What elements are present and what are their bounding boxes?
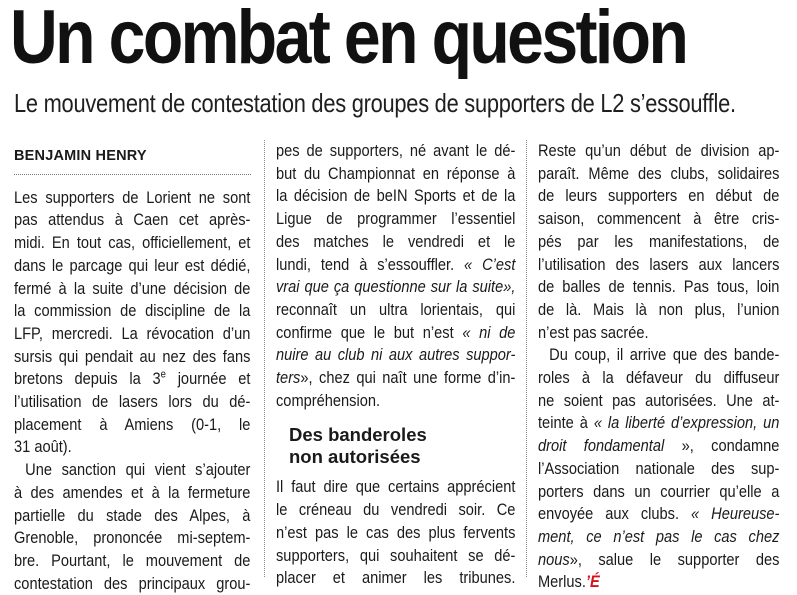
text-line: de balles de tennis. Pas tous, loin xyxy=(538,277,780,297)
subheading-line: Des banderoles xyxy=(289,424,427,446)
text-fragment: », condamne xyxy=(664,436,780,456)
text-line xyxy=(538,549,779,572)
text-fragment: Merlus. xyxy=(538,572,586,592)
text-line: placer et animer les tribunes. xyxy=(276,568,516,588)
text-line xyxy=(276,254,515,277)
quote-fragment: ment, ce n’est pas le cas chez xyxy=(538,526,780,546)
text-line: compréhension. xyxy=(276,390,381,410)
superscript: e xyxy=(160,368,166,381)
article-column-3 xyxy=(538,140,780,594)
quote-fragment: », xyxy=(503,277,516,297)
text-line: la commission de discipline de la xyxy=(14,301,251,321)
column-separator xyxy=(526,140,527,577)
byline: BENJAMIN HENRY xyxy=(14,148,147,164)
paragraph xyxy=(14,187,250,459)
text-line: but du Championnat en réponse à xyxy=(276,163,516,183)
text-line: de là. Mais là non plus, l’union xyxy=(538,299,780,319)
text-line: l’utilisation de lasers lors du dé- xyxy=(14,392,251,412)
text-fragment: journée et xyxy=(165,369,251,389)
text-line: partielle du stade des Alpes, à xyxy=(14,505,251,525)
text-line xyxy=(538,412,779,435)
quote-fragment: « Heureuse- xyxy=(691,504,780,524)
subheading xyxy=(276,424,516,468)
text-line xyxy=(276,344,515,367)
text-line: Une sanction qui vient s’ajouter xyxy=(25,460,251,480)
text-line: bre. Pourtant, le mouvement de xyxy=(14,550,251,570)
paragraph xyxy=(276,140,515,412)
quote-fragment: nuire au club ni aux autres suppor- xyxy=(276,345,516,365)
text-fragment: teinte à xyxy=(538,413,594,433)
text-line xyxy=(538,571,779,594)
text-line: n’est pas le cas des plus fervents xyxy=(276,522,516,542)
quote-fragment: « ni de xyxy=(462,322,516,342)
text-fragment: », salue le supporter des xyxy=(569,549,780,569)
text-line xyxy=(276,367,515,390)
text-line: pes de supporters, né avant le dé- xyxy=(276,141,516,160)
text-line: sursis qui pendait au nez des fans xyxy=(14,346,251,366)
paragraph xyxy=(538,140,779,344)
subheading-line: non autorisées xyxy=(289,446,421,468)
text-line: pés par les manifestations, de xyxy=(538,231,780,251)
text-line xyxy=(14,368,250,391)
headline: Un combat en question xyxy=(10,0,687,80)
text-line xyxy=(276,322,515,345)
byline-rule xyxy=(14,174,251,175)
paragraph xyxy=(538,344,779,594)
text-line: dans le parcage qui leur est dédié, xyxy=(14,255,251,275)
text-line xyxy=(538,435,779,458)
text-line: midi. En tout cas, officiellement, et xyxy=(14,233,251,253)
article-column-2 xyxy=(276,140,516,590)
text-line: LFP, mercredi. La révocation d’un xyxy=(14,323,251,343)
text-line: Grenoble, prononcée mi-septem- xyxy=(14,528,251,548)
text-line xyxy=(538,526,779,549)
text-line: reconnaît un ultra lorientais, qui xyxy=(276,299,516,319)
text-line: l’Association nationale des sup- xyxy=(538,458,780,478)
text-line: porters dans un courrier qu’elle a xyxy=(538,481,780,501)
text-line: Il faut dire que certains apprécient xyxy=(276,477,516,497)
text-fragment: lundi, tend à s’essouffler. xyxy=(276,254,465,274)
text-line: roles à la défaveur du diffuseur xyxy=(538,368,780,388)
text-line: des matches le vendredi et le xyxy=(276,231,516,251)
text-line: fermé à la suite d’une décision de xyxy=(14,278,251,298)
text-line: Du coup, il arrive que des bande- xyxy=(549,345,780,365)
text-line: Les supporters de Lorient ne sont xyxy=(14,187,251,207)
text-fragment: envoyée aux clubs. xyxy=(538,504,692,524)
quote-fragment: « C’est xyxy=(464,254,516,274)
quote-fragment: ters xyxy=(276,368,301,388)
text-line xyxy=(538,503,779,526)
text-line: l’utilisation des lasers aux lancers xyxy=(538,254,780,274)
paragraph xyxy=(276,476,515,590)
text-line: le créneau du vendredi soir. Ce xyxy=(276,500,516,520)
quote-fragment: nous xyxy=(538,549,570,569)
paragraph xyxy=(14,459,250,595)
text-fragment: confirme que le but n’est xyxy=(276,322,463,342)
text-line: paraît. Même des clubs, solidaires xyxy=(538,163,780,183)
text-line: Ligue de programmer l’essentiel xyxy=(276,209,516,229)
text-fragment: bretons depuis la 3 xyxy=(14,369,161,389)
text-line: saison, commencent à être cris- xyxy=(538,209,780,229)
quote-fragment: droit fondamental xyxy=(538,436,665,456)
text-line: la décision de beIN Sports et de la xyxy=(276,186,516,206)
quote-fragment: vrai que ça questionne sur la suite xyxy=(276,277,504,297)
text-line: placement à Amiens (0-1, le xyxy=(14,414,251,434)
column-separator xyxy=(264,140,265,577)
text-fragment: », chez qui naît une forme d’in- xyxy=(300,368,516,388)
text-line: 31 août). xyxy=(14,437,72,457)
text-line: pas attendus à Caen cet après- xyxy=(14,210,251,230)
text-line: supporters, qui souhaitent se dé- xyxy=(276,545,516,565)
article-column-1 xyxy=(14,140,251,595)
quote-fragment: « la liberté d’expression, un xyxy=(593,413,780,433)
text-line: de leurs supporters en début de xyxy=(538,186,780,206)
deck-subtitle: Le mouvement de contestation des groupes de supporters de L2 s’essouffle. xyxy=(14,88,736,118)
brand-end-mark: ’É xyxy=(585,572,600,592)
text-line: contestation des principaux grou- xyxy=(14,573,251,593)
text-line: ne soient pas autorisées. Une at- xyxy=(538,390,780,410)
text-line xyxy=(276,276,515,299)
text-line: à des amendes et à la fermeture xyxy=(14,482,251,502)
text-line: n’est pas sacrée. xyxy=(538,322,649,342)
text-line: Reste qu’un début de division ap- xyxy=(538,141,780,160)
